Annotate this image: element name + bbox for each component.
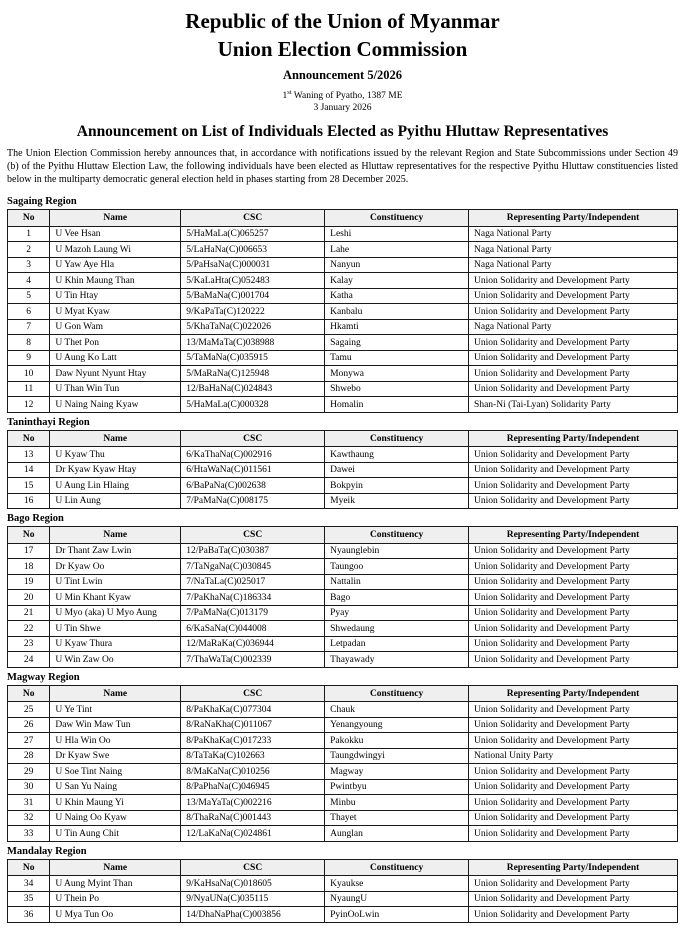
table-row	[8, 478, 678, 494]
cell-no: 34	[8, 876, 50, 892]
cell-name: U Khin Maung Than	[50, 273, 181, 289]
cell-csc: 5/LaHaNa(C)006653	[181, 242, 325, 258]
column-header: CSC	[181, 430, 325, 447]
cell-csc: 8/MaKaNa(C)010256	[181, 764, 325, 780]
cell-name: U Soe Tint Naing	[50, 764, 181, 780]
cell-name: U Thein Po	[50, 891, 181, 907]
cell-csc: 5/BaMaNa(C)001704	[181, 288, 325, 304]
representatives-table	[7, 430, 678, 510]
cell-name: U Naing Oo Kyaw	[50, 810, 181, 826]
column-header: No	[8, 210, 50, 227]
column-header: Representing Party/Independent	[469, 210, 678, 227]
cell-no: 31	[8, 795, 50, 811]
cell-no: 24	[8, 652, 50, 668]
cell-party: Union Solidarity and Development Party	[469, 733, 678, 749]
cell-party: Union Solidarity and Development Party	[469, 366, 678, 382]
cell-constituency: Hkamti	[325, 319, 469, 335]
cell-party: Union Solidarity and Development Party	[469, 288, 678, 304]
cell-csc: 7/ThaWaTa(C)002339	[181, 652, 325, 668]
column-header: Representing Party/Independent	[469, 527, 678, 544]
cell-no: 33	[8, 826, 50, 842]
cell-name: U Min Khant Kyaw	[50, 590, 181, 606]
table-row	[8, 559, 678, 575]
cell-csc: 12/MaRaKa(C)036944	[181, 636, 325, 652]
table-row	[8, 891, 678, 907]
cell-constituency: Kawthaung	[325, 447, 469, 463]
table-row	[8, 748, 678, 764]
cell-name: U Mazoh Laung Wi	[50, 242, 181, 258]
header-row	[8, 527, 678, 544]
cell-name: Dr Kyaw Kyaw Htay	[50, 462, 181, 478]
cell-party: Union Solidarity and Development Party	[469, 559, 678, 575]
cell-constituency: Nattalin	[325, 574, 469, 590]
table-row	[8, 733, 678, 749]
cell-no: 32	[8, 810, 50, 826]
cell-name: U Gon Wam	[50, 319, 181, 335]
table-row	[8, 335, 678, 351]
table-row	[8, 288, 678, 304]
cell-csc: 8/TaTaKa(C)102663	[181, 748, 325, 764]
cell-csc: 9/KaHsaNa(C)018605	[181, 876, 325, 892]
cell-no: 10	[8, 366, 50, 382]
cell-party: Union Solidarity and Development Party	[469, 779, 678, 795]
cell-party: Union Solidarity and Development Party	[469, 447, 678, 463]
date-text: Waning of Pyatho, 1387 ME	[291, 90, 403, 101]
table-head	[8, 430, 678, 447]
table-head	[8, 685, 678, 702]
cell-csc: 7/PaMaNa(C)013179	[181, 605, 325, 621]
cell-name: U Khin Maung Yi	[50, 795, 181, 811]
cell-name: Daw Nyunt Nyunt Htay	[50, 366, 181, 382]
cell-party: Union Solidarity and Development Party	[469, 273, 678, 289]
cell-name: U Vee Hsan	[50, 226, 181, 242]
cell-no: 5	[8, 288, 50, 304]
table-row	[8, 319, 678, 335]
table-row	[8, 876, 678, 892]
cell-constituency: Leshi	[325, 226, 469, 242]
cell-constituency: Pakokku	[325, 733, 469, 749]
cell-no: 28	[8, 748, 50, 764]
representatives-table	[7, 209, 678, 413]
table-row	[8, 257, 678, 273]
table-row	[8, 636, 678, 652]
cell-name: U Yaw Aye Hla	[50, 257, 181, 273]
header-row	[8, 859, 678, 876]
cell-no: 16	[8, 493, 50, 509]
table-head	[8, 210, 678, 227]
cell-constituency: Nanyun	[325, 257, 469, 273]
document-header	[7, 8, 678, 114]
cell-no: 7	[8, 319, 50, 335]
region-section	[7, 672, 678, 842]
table-body	[8, 702, 678, 842]
table-head	[8, 859, 678, 876]
cell-constituency: Katha	[325, 288, 469, 304]
column-header: No	[8, 685, 50, 702]
myanmar-calendar-date	[7, 89, 678, 103]
cell-csc: 14/DhaNaPha(C)003856	[181, 907, 325, 923]
cell-name: U Kyaw Thura	[50, 636, 181, 652]
cell-party: Union Solidarity and Development Party	[469, 381, 678, 397]
table-row	[8, 605, 678, 621]
cell-name: Dr Kyaw Oo	[50, 559, 181, 575]
cell-no: 18	[8, 559, 50, 575]
cell-csc: 12/PaBaTa(C)030387	[181, 543, 325, 559]
table-row	[8, 493, 678, 509]
cell-no: 22	[8, 621, 50, 637]
cell-csc: 9/KaPaTa(C)120222	[181, 304, 325, 320]
cell-name: Dr Thant Zaw Lwin	[50, 543, 181, 559]
header-row	[8, 210, 678, 227]
cell-csc: 5/MaRaNa(C)125948	[181, 366, 325, 382]
cell-no: 26	[8, 717, 50, 733]
header-row	[8, 685, 678, 702]
column-header: Constituency	[325, 430, 469, 447]
cell-constituency: Lahe	[325, 242, 469, 258]
cell-name: U Tin Aung Chit	[50, 826, 181, 842]
cell-no: 14	[8, 462, 50, 478]
cell-party: Union Solidarity and Development Party	[469, 907, 678, 923]
cell-constituency: Monywa	[325, 366, 469, 382]
table-row	[8, 621, 678, 637]
cell-no: 9	[8, 350, 50, 366]
cell-csc: 8/RaNaKha(C)011067	[181, 717, 325, 733]
cell-csc: 7/PaMaNa(C)008175	[181, 493, 325, 509]
column-header: Name	[50, 527, 181, 544]
cell-party: Union Solidarity and Development Party	[469, 810, 678, 826]
cell-name: U Win Zaw Oo	[50, 652, 181, 668]
column-header: Name	[50, 859, 181, 876]
table-row	[8, 702, 678, 718]
cell-no: 11	[8, 381, 50, 397]
cell-no: 12	[8, 397, 50, 413]
column-header: Representing Party/Independent	[469, 859, 678, 876]
cell-no: 20	[8, 590, 50, 606]
cell-csc: 8/PaPhaNa(C)046945	[181, 779, 325, 795]
date-ordinal-suffix: st	[287, 88, 292, 96]
table-body	[8, 226, 678, 412]
column-header: Constituency	[325, 685, 469, 702]
cell-party: Naga National Party	[469, 242, 678, 258]
cell-name: U Than Win Tun	[50, 381, 181, 397]
cell-party: Union Solidarity and Development Party	[469, 795, 678, 811]
column-header: CSC	[181, 527, 325, 544]
announcement-number: Announcement 5/2026	[282, 67, 403, 82]
table-row	[8, 226, 678, 242]
cell-party: Shan-Ni (Tai-Lyan) Solidarity Party	[469, 397, 678, 413]
cell-name: Daw Win Maw Tun	[50, 717, 181, 733]
cell-party: Union Solidarity and Development Party	[469, 891, 678, 907]
cell-no: 19	[8, 574, 50, 590]
cell-constituency: Kyaukse	[325, 876, 469, 892]
table-row	[8, 779, 678, 795]
cell-csc: 5/KhaTaNa(C)022026	[181, 319, 325, 335]
cell-no: 1	[8, 226, 50, 242]
cell-name: U Kyaw Thu	[50, 447, 181, 463]
cell-no: 21	[8, 605, 50, 621]
column-header: Name	[50, 430, 181, 447]
country-title: Republic of the Union of Myanmar	[185, 9, 500, 33]
cell-csc: 12/BaHaNa(C)024843	[181, 381, 325, 397]
representatives-table	[7, 685, 678, 842]
table-body	[8, 876, 678, 923]
column-header: Name	[50, 685, 181, 702]
cell-constituency: Thayawady	[325, 652, 469, 668]
cell-name: U Aung Myint Than	[50, 876, 181, 892]
cell-party: Union Solidarity and Development Party	[469, 702, 678, 718]
cell-name: U Mya Tun Oo	[50, 907, 181, 923]
table-row	[8, 764, 678, 780]
column-header: CSC	[181, 859, 325, 876]
announcement-subject: Announcement on List of Individuals Elected as Pyithu Hluttaw Representatives	[76, 123, 609, 141]
date-number: 1	[282, 90, 288, 101]
cell-csc: 13/MaMaTa(C)038988	[181, 335, 325, 351]
cell-csc: 9/NyaUNa(C)035115	[181, 891, 325, 907]
table-row	[8, 397, 678, 413]
table-row	[8, 590, 678, 606]
cell-name: U Myo (aka) U Myo Aung	[50, 605, 181, 621]
table-row	[8, 652, 678, 668]
region-section	[7, 513, 678, 668]
cell-party: Union Solidarity and Development Party	[469, 590, 678, 606]
cell-csc: 12/LaKaNa(C)024861	[181, 826, 325, 842]
cell-name: Dr Kyaw Swe	[50, 748, 181, 764]
table-row	[8, 273, 678, 289]
cell-party: National Unity Party	[469, 748, 678, 764]
column-header: No	[8, 859, 50, 876]
regions-container	[7, 196, 678, 923]
cell-party: Union Solidarity and Development Party	[469, 605, 678, 621]
table-row	[8, 810, 678, 826]
cell-name: U Tin Htay	[50, 288, 181, 304]
cell-party: Union Solidarity and Development Party	[469, 350, 678, 366]
column-header: Constituency	[325, 210, 469, 227]
cell-party: Naga National Party	[469, 319, 678, 335]
table-row	[8, 242, 678, 258]
region-heading: Magway Region	[7, 671, 80, 683]
cell-no: 13	[8, 447, 50, 463]
cell-constituency: Aunglan	[325, 826, 469, 842]
cell-no: 30	[8, 779, 50, 795]
column-header: No	[8, 527, 50, 544]
cell-party: Union Solidarity and Development Party	[469, 764, 678, 780]
cell-constituency: Kalay	[325, 273, 469, 289]
cell-constituency: Taungoo	[325, 559, 469, 575]
cell-no: 3	[8, 257, 50, 273]
region-section	[7, 846, 678, 923]
cell-party: Union Solidarity and Development Party	[469, 478, 678, 494]
cell-constituency: Shwebo	[325, 381, 469, 397]
cell-csc: 6/KaSaNa(C)044008	[181, 621, 325, 637]
cell-name: U Thet Pon	[50, 335, 181, 351]
gregorian-date: 3 January 2026	[313, 103, 372, 113]
cell-party: Union Solidarity and Development Party	[469, 543, 678, 559]
table-row	[8, 381, 678, 397]
table-row	[8, 574, 678, 590]
cell-party: Union Solidarity and Development Party	[469, 876, 678, 892]
table-row	[8, 795, 678, 811]
table-row	[8, 543, 678, 559]
cell-party: Union Solidarity and Development Party	[469, 636, 678, 652]
cell-constituency: Homalin	[325, 397, 469, 413]
region-heading: Bago Region	[7, 513, 64, 525]
cell-no: 2	[8, 242, 50, 258]
cell-csc: 5/HaMaLa(C)000328	[181, 397, 325, 413]
cell-party: Union Solidarity and Development Party	[469, 652, 678, 668]
cell-csc: 13/MaYaTa(C)002216	[181, 795, 325, 811]
region-section	[7, 417, 678, 510]
cell-constituency: Bokpyin	[325, 478, 469, 494]
table-row	[8, 717, 678, 733]
cell-party: Union Solidarity and Development Party	[469, 335, 678, 351]
cell-csc: 8/PaKhaKa(C)017233	[181, 733, 325, 749]
column-header: CSC	[181, 210, 325, 227]
cell-constituency: Thayet	[325, 810, 469, 826]
column-header: Constituency	[325, 859, 469, 876]
cell-csc: 7/TaNgaNa(C)030845	[181, 559, 325, 575]
cell-party: Union Solidarity and Development Party	[469, 621, 678, 637]
cell-constituency: Sagaing	[325, 335, 469, 351]
cell-name: U Lin Aung	[50, 493, 181, 509]
intro-paragraph: The Union Election Commission hereby announces that, in accordance with notifications issued by the relevant Region and State Subcommissions under Section 49 (b) of the Pyithu Hluttaw Election Law, the following individuals have been elected as Hluttaw representatives for the respective Pyithu Hluttaw constituencies listed below in the multiparty democratic general election held in phases starting from 28 December 2025.	[7, 148, 678, 186]
cell-csc: 6/KaThaNa(C)002916	[181, 447, 325, 463]
cell-no: 4	[8, 273, 50, 289]
cell-csc: 6/BaPaNa(C)002638	[181, 478, 325, 494]
table-body	[8, 543, 678, 667]
column-header: Representing Party/Independent	[469, 685, 678, 702]
table-row	[8, 447, 678, 463]
region-heading: Mandalay Region	[7, 845, 87, 857]
cell-name: U Tin Shwe	[50, 621, 181, 637]
cell-no: 17	[8, 543, 50, 559]
cell-constituency: NyaungU	[325, 891, 469, 907]
cell-party: Naga National Party	[469, 257, 678, 273]
cell-constituency: Pyay	[325, 605, 469, 621]
cell-party: Union Solidarity and Development Party	[469, 304, 678, 320]
cell-constituency: PyinOoLwin	[325, 907, 469, 923]
cell-csc: 5/KaLaHta(C)052483	[181, 273, 325, 289]
region-section	[7, 196, 678, 413]
cell-party: Union Solidarity and Development Party	[469, 574, 678, 590]
cell-constituency: Nyaunglebin	[325, 543, 469, 559]
cell-no: 6	[8, 304, 50, 320]
table-row	[8, 350, 678, 366]
cell-csc: 6/HtaWaNa(C)011561	[181, 462, 325, 478]
cell-constituency: Taungdwingyi	[325, 748, 469, 764]
cell-name: U San Yu Naing	[50, 779, 181, 795]
cell-csc: 7/PaKhaNa(C)186334	[181, 590, 325, 606]
cell-constituency: Bago	[325, 590, 469, 606]
column-header: Constituency	[325, 527, 469, 544]
region-heading: Taninthayi Region	[7, 416, 90, 428]
cell-name: U Naing Naing Kyaw	[50, 397, 181, 413]
cell-csc: 5/PaHsaNa(C)000031	[181, 257, 325, 273]
cell-name: U Aung Ko Latt	[50, 350, 181, 366]
cell-name: U Ye Tint	[50, 702, 181, 718]
cell-constituency: Kanbalu	[325, 304, 469, 320]
cell-constituency: Myeik	[325, 493, 469, 509]
table-row	[8, 826, 678, 842]
column-header: Representing Party/Independent	[469, 430, 678, 447]
cell-name: U Tint Lwin	[50, 574, 181, 590]
region-heading: Sagaing Region	[7, 196, 77, 208]
cell-constituency: Yenangyoung	[325, 717, 469, 733]
cell-csc: 5/TaMaNa(C)035915	[181, 350, 325, 366]
cell-no: 36	[8, 907, 50, 923]
column-header: No	[8, 430, 50, 447]
cell-party: Naga National Party	[469, 226, 678, 242]
table-row	[8, 304, 678, 320]
cell-csc: 5/HaMaLa(C)065257	[181, 226, 325, 242]
table-head	[8, 527, 678, 544]
header-row	[8, 430, 678, 447]
cell-party: Union Solidarity and Development Party	[469, 462, 678, 478]
cell-constituency: Letpadan	[325, 636, 469, 652]
table-row	[8, 907, 678, 923]
representatives-table	[7, 859, 678, 923]
cell-constituency: Tamu	[325, 350, 469, 366]
cell-no: 23	[8, 636, 50, 652]
cell-csc: 8/ThaRaNa(C)001443	[181, 810, 325, 826]
cell-name: U Hla Win Oo	[50, 733, 181, 749]
cell-no: 15	[8, 478, 50, 494]
cell-csc: 7/NaTaLa(C)025017	[181, 574, 325, 590]
table-row	[8, 366, 678, 382]
cell-party: Union Solidarity and Development Party	[469, 717, 678, 733]
cell-constituency: Shwedaung	[325, 621, 469, 637]
cell-name: U Aung Lin Hlaing	[50, 478, 181, 494]
cell-no: 35	[8, 891, 50, 907]
cell-no: 29	[8, 764, 50, 780]
cell-constituency: Pwintbyu	[325, 779, 469, 795]
cell-constituency: Dawei	[325, 462, 469, 478]
cell-no: 25	[8, 702, 50, 718]
table-row	[8, 462, 678, 478]
cell-constituency: Magway	[325, 764, 469, 780]
cell-name: U Myat Kyaw	[50, 304, 181, 320]
commission-title: Union Election Commission	[217, 37, 468, 62]
column-header: Name	[50, 210, 181, 227]
cell-no: 8	[8, 335, 50, 351]
cell-party: Union Solidarity and Development Party	[469, 826, 678, 842]
cell-constituency: Minbu	[325, 795, 469, 811]
table-body	[8, 447, 678, 509]
cell-no: 27	[8, 733, 50, 749]
cell-constituency: Chauk	[325, 702, 469, 718]
column-header: CSC	[181, 685, 325, 702]
cell-csc: 8/PaKhaKa(C)077304	[181, 702, 325, 718]
representatives-table	[7, 526, 678, 668]
cell-party: Union Solidarity and Development Party	[469, 493, 678, 509]
